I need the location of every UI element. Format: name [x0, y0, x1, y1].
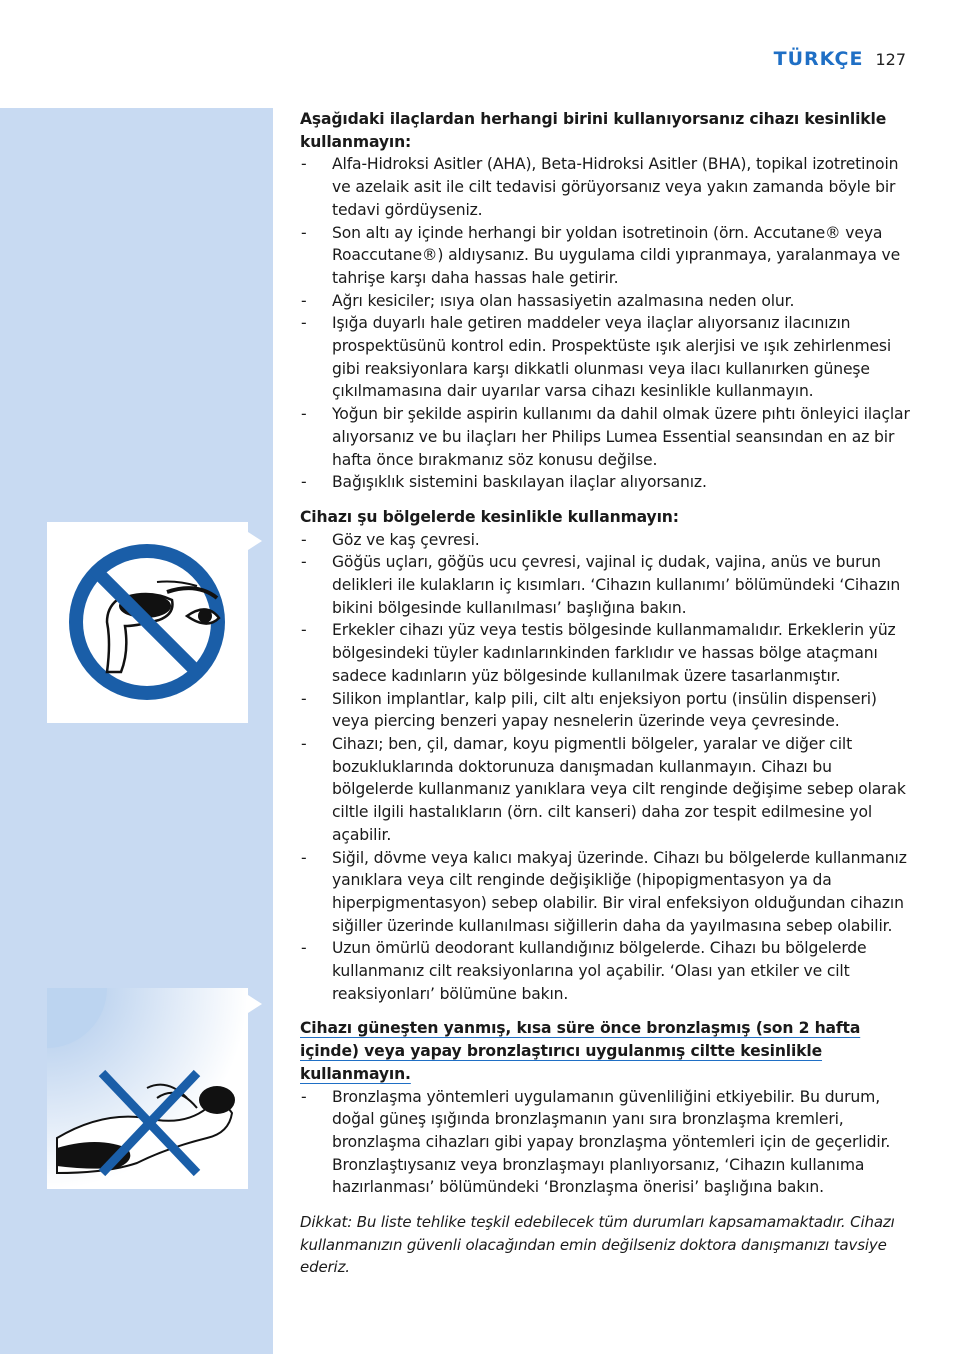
illustration-pointer: [248, 532, 262, 550]
list-item: - Uzun ömürlü deodorant kullandığınız bölgelerde. Cihazı bu bölgelerde kullanmanız cilt reaksiyonlarına yol açabilir. ‘Olası yan etkiler ve cilt reaksiyonları’ bölümüne bakın.: [300, 937, 910, 1005]
body-areas-list: [300, 529, 910, 1006]
section-title: Aşağıdaki ilaçlardan herhangi birini kullanıyorsanız cihazı kesinlikle kullanmayın:: [300, 110, 887, 151]
list-item: - Yoğun bir şekilde aspirin kullanımı da dahil olmak üzere pıhtı önleyici ilaçlar alıyorsanız ve bu ilaçları her Philips Lumea Essential seansından en az bir hafta önce bırakmanız söz konusu değilse.: [300, 403, 910, 471]
caution-note: Dikkat: Bu liste tehlike teşkil edebilecek tüm durumları kapsamamaktadır. Cihazı kullanmanızın güvenli olacağından emin değilseniz doktora danışmanızı tavsiye ederiz.: [300, 1213, 895, 1277]
body-areas-section: [300, 506, 910, 1005]
no-eye-area-illustration: [47, 522, 248, 723]
list-item: - Silikon implantlar, kalp pili, cilt altı enjeksiyon portu (insülin dispenseri) veya piercing benzeri yapay nesnelerin üzerinde veya çevresinde.: [300, 688, 910, 733]
medication-list: [300, 153, 910, 494]
list-item: - Alfa-Hidroksi Asitler (AHA), Beta-Hidroksi Asitler (BHA), topikal izotretinoin ve azelaik asit ile cilt tedavisi görüyorsanız veya yakın zamanda böyle bir tedavi gördüyseniz.: [300, 153, 910, 221]
section-title: Cihazı güneşten yanmış, kısa süre önce bronzlaşmış (son 2 hafta içinde) veya yapay bronzlaştırıcı uygulanmış ciltte kesinlikle kullanmayın.: [300, 1019, 861, 1083]
language-label: TÜRKÇE: [773, 48, 864, 70]
no-tanned-skin-illustration: [47, 988, 248, 1189]
tanning-list: [300, 1086, 910, 1200]
prohibited-eye-icon: [47, 522, 248, 723]
list-item: - Son altı ay içinde herhangi bir yoldan isotretinoin (örn. Accutane® veya Roaccutane®) aldıysanız. Bu uygulama cildi yıpranmaya, yaralanmaya ve tahrişe karşı daha hassas hale getirir.: [300, 222, 910, 290]
tanned-skin-section: [300, 1017, 910, 1199]
sunbathing-crossed-icon: [47, 988, 248, 1189]
list-item: - Cihazı; ben, çil, damar, koyu pigmentli bölgeler, yaralar ve diğer cilt bozukluklarında doktorunuza danışmadan kullanmayın. Cihazı bu bölgelerde kullanmanız yanıklara veya cilt renginde değişime sebep olarak ciltle ilgili hastalıkların (örn. cilt kanseri) daha zor tespit edilmesine yol açabilir.: [300, 733, 910, 847]
section-title: Cihazı şu bölgelerde kesinlikle kullanmayın:: [300, 507, 679, 526]
page-header: [774, 48, 906, 70]
main-content: [300, 108, 910, 1294]
page-number: 127: [875, 50, 906, 69]
list-item: - Bronzlaşma yöntemleri uygulamanın güvenliliğini etkiyebilir. Bu durum, doğal güneş ışığında bronzlaşmanın yanı sıra bronzlaşma kremleri, bronzlaşma cihazları gibi yapay bronzlaşma yöntemleri için de geçerlidir. Bronzlaştıysanız veya bronzlaşmayı planlıyorsanız, ‘Cihazın kullanıma hazırlanması’ bölümündeki ‘Bronzlaşma önerisi’ başlığına bakın.: [300, 1086, 910, 1200]
list-item: - Işığa duyarlı hale getiren maddeler veya ilaçlar alıyorsanız ilacınızın prospektüsünü kontrol edin. Prospektüste ışık alerjisi ve ışık zehirlenmesi gibi reaksiyonlara karşı dikkatli olunması veya ilacı kullanırken güneşe çıkılmamasına dair uyarılar varsa cihazı kesinlikle kullanmayın.: [300, 312, 910, 403]
list-item: - Göğüs uçları, göğüs ucu çevresi, vajinal iç dudak, vajina, anüs ve burun delikleri ile kulakların iç kısımları. ‘Cihazın kullanımı’ bölümündeki ‘Cihazın bikini bölgesinde kullanılması’ başlığına bakın.: [300, 551, 910, 619]
list-item: - Göz ve kaş çevresi.: [300, 529, 910, 552]
list-item: - Siğil, dövme veya kalıcı makyaj üzerinde. Cihazı bu bölgelerde kullanmanız yanıklara veya cilt renginde değişikliğe (hipopigmentasyon ya da hiperpigmentasyon) sebep olabilir. Bir viral enfeksiyon olduğundan cihazın siğiller üzerinde kullanılması siğillerin daha da yayılmasına sebep olabilir.: [300, 847, 910, 938]
list-item: - Ağrı kesiciler; ısıya olan hassasiyetin azalmasına neden olur.: [300, 290, 910, 313]
medication-section: [300, 108, 910, 494]
illustration-pointer: [248, 995, 262, 1013]
list-item: - Erkekler cihazı yüz veya testis bölgesinde kullanmamalıdır. Erkeklerin yüz bölgesindeki tüyler kadınlarınkinden farklıdır ve hassas bölge ataçmanı sadece kadınların yüz bölgesinde kullanılmak üzere tasarlanmıştır.: [300, 619, 910, 687]
list-item: - Bağışıklık sistemini baskılayan ilaçlar alıyorsanız.: [300, 471, 910, 494]
